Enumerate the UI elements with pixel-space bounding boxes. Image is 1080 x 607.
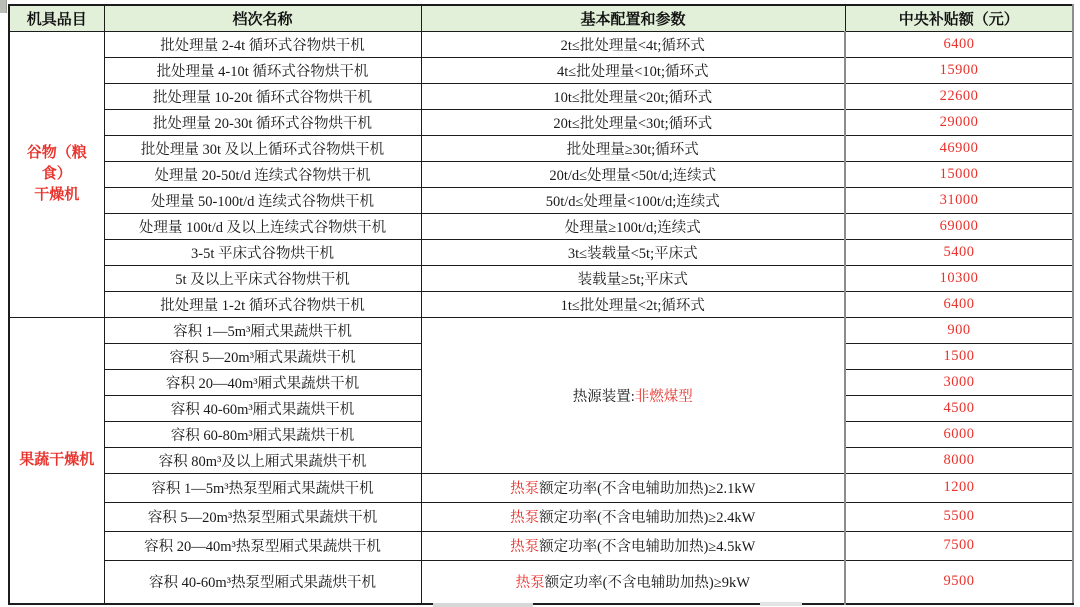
grade-cell: 容积 40-60m³热泵型厢式果蔬烘干机 (104, 560, 421, 604)
subsidy-cell: 4500 (845, 395, 1073, 421)
config-text: 1t≤批处理量<2t;循环式 (560, 297, 705, 314)
grade-cell: 批处理量 4-10t 循环式谷物烘干机 (104, 57, 421, 83)
bottom-cutoff-artifact (433, 603, 533, 607)
header-col-category: 机具品目 (9, 5, 104, 31)
grade-cell: 容积 1—5m³厢式果蔬烘干机 (104, 317, 421, 343)
config-cell (421, 317, 845, 473)
table-row (9, 560, 1073, 604)
subsidy-cell: 46900 (845, 135, 1073, 161)
config-text: 10t≤批处理量<20t;循环式 (553, 89, 713, 106)
config-text: 50t/d≤处理量<100t/d;连续式 (545, 193, 720, 210)
grade-cell: 5t 及以上平床式谷物烘干机 (104, 265, 421, 291)
config-highlight-text: 热泵 (515, 575, 545, 592)
subsidy-cell: 7500 (845, 531, 1073, 560)
table-row (9, 57, 1073, 83)
subsidy-cell: 5400 (845, 239, 1073, 265)
subsidy-cell: 3000 (845, 369, 1073, 395)
subsidy-cell: 15900 (845, 57, 1073, 83)
subsidy-cell: 22600 (845, 83, 1073, 109)
config-cell (421, 109, 845, 135)
grade-cell: 容积 40-60m³厢式果蔬烘干机 (104, 395, 421, 421)
config-cell (421, 239, 845, 265)
subsidy-cell: 69000 (845, 213, 1073, 239)
subsidy-cell: 9500 (845, 560, 1073, 604)
table-row (9, 109, 1073, 135)
config-cell (421, 560, 845, 604)
header-col-config: 基本配置和参数 (421, 5, 845, 31)
table-row (9, 291, 1073, 317)
table-header (9, 5, 1073, 31)
config-cell (421, 31, 845, 57)
grade-cell: 批处理量 20-30t 循环式谷物烘干机 (104, 109, 421, 135)
grade-cell: 容积 20—40m³热泵型厢式果蔬烘干机 (104, 531, 421, 560)
config-text: 处理量≥100t/d;连续式 (564, 219, 701, 236)
table-row (9, 317, 1073, 343)
table-row (9, 135, 1073, 161)
config-cell (421, 161, 845, 187)
grade-cell: 处理量 100t/d 及以上连续式谷物烘干机 (104, 213, 421, 239)
left-edge-artifact (0, 0, 7, 13)
config-cell (421, 265, 845, 291)
grade-cell: 容积 5—20m³热泵型厢式果蔬烘干机 (104, 502, 421, 531)
subsidy-cell: 1200 (845, 473, 1073, 502)
grade-cell: 批处理量 1-2t 循环式谷物烘干机 (104, 291, 421, 317)
config-cell (421, 213, 845, 239)
config-text: 批处理量≥30t;循环式 (566, 141, 699, 158)
config-highlight-text: 非燃煤型 (634, 388, 693, 405)
header-row (9, 5, 1073, 31)
table-row (9, 265, 1073, 291)
table-row (9, 239, 1073, 265)
header-col-grade: 档次名称 (104, 5, 421, 31)
header-col-subsidy: 中央补贴额（元） (845, 5, 1073, 31)
config-text: 额定功率(不含电辅助加热)≥2.4kW (539, 510, 756, 526)
table-row (9, 502, 1073, 531)
config-text: 额定功率(不含电辅助加热)≥4.5kW (539, 539, 756, 555)
grade-cell: 批处理量 30t 及以上循环式谷物烘干机 (104, 135, 421, 161)
grade-cell: 处理量 20-50t/d 连续式谷物烘干机 (104, 161, 421, 187)
subsidy-cell: 5500 (845, 502, 1073, 531)
config-text: 3t≤装载量<5t;平床式 (567, 245, 698, 262)
subsidy-cell: 1500 (845, 343, 1073, 369)
config-text: 20t≤批处理量<30t;循环式 (553, 115, 713, 132)
category-cell: 谷物（粮食） 干燥机 (9, 31, 104, 317)
subsidy-cell: 8000 (845, 447, 1073, 473)
subsidy-cell: 15000 (845, 161, 1073, 187)
grade-cell: 处理量 50-100t/d 连续式谷物烘干机 (104, 187, 421, 213)
grade-cell: 批处理量 10-20t 循环式谷物烘干机 (104, 83, 421, 109)
grade-cell: 容积 20—40m³厢式果蔬烘干机 (104, 369, 421, 395)
subsidy-cell: 10300 (845, 265, 1073, 291)
config-cell (421, 187, 845, 213)
config-text: 额定功率(不含电辅助加热)≥2.1kW (539, 481, 756, 497)
grade-cell: 容积 1—5m³热泵型厢式果蔬烘干机 (104, 473, 421, 502)
config-text: 装载量≥5t;平床式 (577, 271, 688, 288)
subsidy-cell: 31000 (845, 187, 1073, 213)
table-row (9, 161, 1073, 187)
config-highlight-text: 热泵 (510, 510, 540, 526)
config-text: 4t≤批处理量<10t;循环式 (557, 63, 709, 80)
config-text: 20t/d≤处理量<50t/d;连续式 (549, 167, 717, 184)
grade-cell: 3-5t 平床式谷物烘干机 (104, 239, 421, 265)
table-row (9, 83, 1073, 109)
table-row (9, 31, 1073, 57)
config-cell (421, 135, 845, 161)
config-text: 额定功率(不含电辅助加热)≥9kW (544, 575, 750, 592)
config-text: 热源装置: (572, 388, 635, 405)
subsidy-table (8, 4, 1074, 605)
grade-cell: 容积 5—20m³厢式果蔬烘干机 (104, 343, 421, 369)
config-cell (421, 83, 845, 109)
bottom-cutoff-artifact (760, 602, 802, 606)
config-cell (421, 502, 845, 531)
subsidy-cell: 6000 (845, 421, 1073, 447)
config-highlight-text: 热泵 (510, 481, 540, 497)
subsidy-cell: 900 (845, 317, 1073, 343)
config-cell (421, 473, 845, 502)
table-row (9, 187, 1073, 213)
config-cell (421, 291, 845, 317)
grade-cell: 容积 80m³及以上厢式果蔬烘干机 (104, 447, 421, 473)
config-cell (421, 57, 845, 83)
config-text: 2t≤批处理量<4t;循环式 (560, 37, 705, 54)
table-row (9, 213, 1073, 239)
config-highlight-text: 热泵 (510, 539, 540, 555)
config-cell (421, 531, 845, 560)
grade-cell: 批处理量 2-4t 循环式谷物烘干机 (104, 31, 421, 57)
table-body (9, 31, 1073, 604)
subsidy-cell: 29000 (845, 109, 1073, 135)
table-row (9, 473, 1073, 502)
grade-cell: 容积 60-80m³厢式果蔬烘干机 (104, 421, 421, 447)
subsidy-cell: 6400 (845, 291, 1073, 317)
table-row (9, 531, 1073, 560)
category-cell: 果蔬干燥机 (9, 317, 104, 604)
subsidy-cell: 6400 (845, 31, 1073, 57)
